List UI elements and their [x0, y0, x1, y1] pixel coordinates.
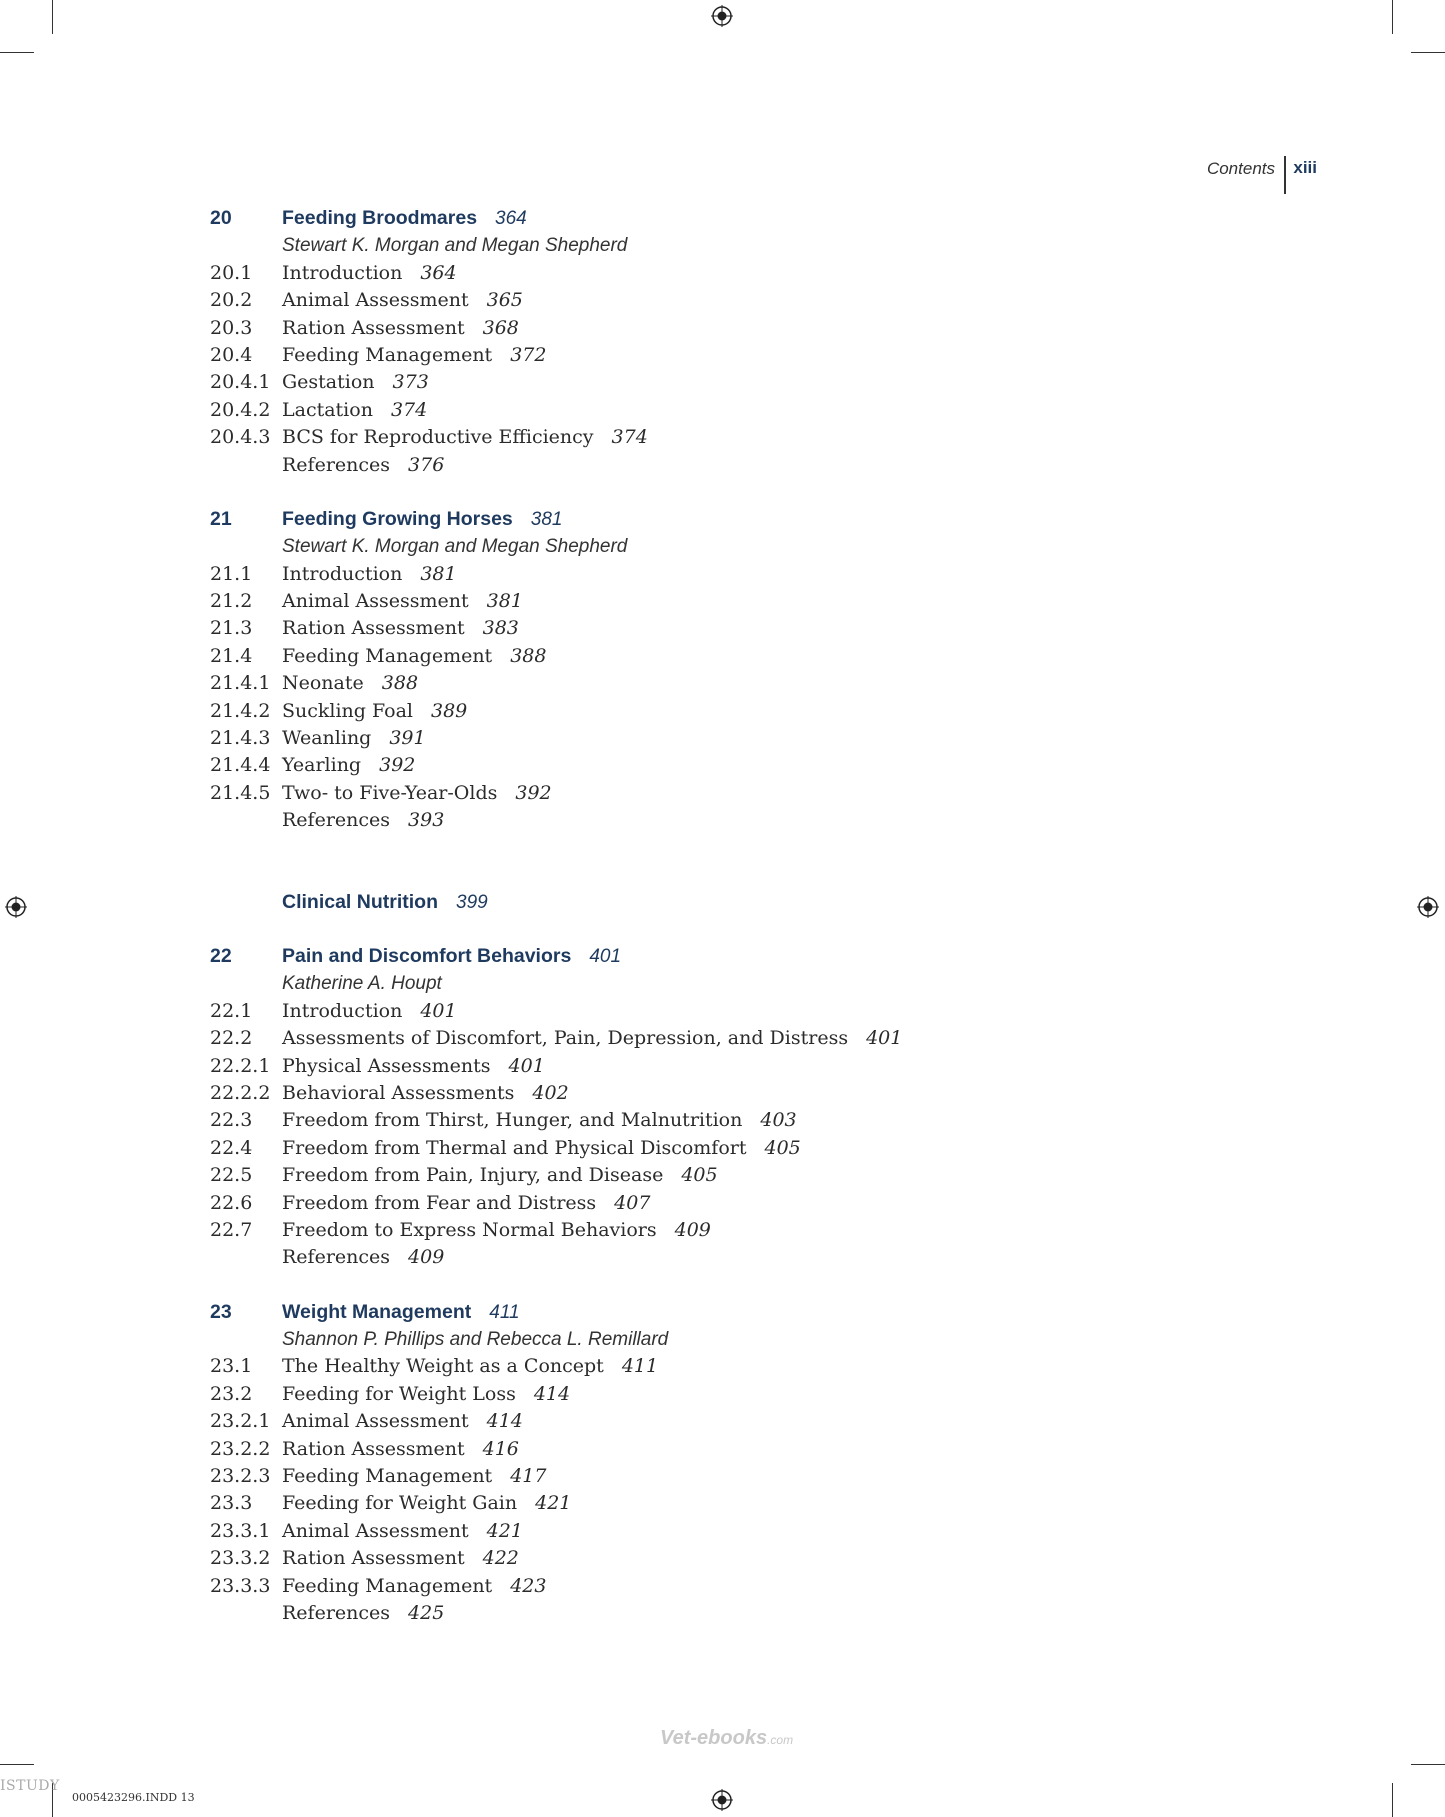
- section-number: 21.4.1: [210, 672, 271, 695]
- section-title: Introduction: [282, 261, 403, 284]
- section-title: Weanling: [282, 727, 372, 750]
- page-ref: 376: [408, 453, 445, 476]
- toc-chapter: [210, 205, 1170, 232]
- section-number: 20.4.1: [210, 371, 271, 394]
- section-number: 22.2: [210, 1027, 253, 1050]
- toc-chapter: [210, 1299, 1170, 1326]
- toc-spacer: [210, 479, 1170, 506]
- section-title: Lactation: [282, 398, 373, 421]
- crop-mark: [1392, 0, 1393, 34]
- section-title: Two- to Five-Year-Olds: [282, 781, 498, 804]
- page-ref: 393: [408, 809, 445, 832]
- page-ref: 422: [482, 1547, 519, 1570]
- section-title: Feeding Management: [282, 1465, 493, 1488]
- page-ref: 368: [482, 316, 519, 339]
- author-names: Shannon P. Phillips and Rebecca L. Remillard: [282, 1329, 669, 1351]
- page-ref: 372: [510, 343, 547, 366]
- section-title: Freedom from Thirst, Hunger, and Malnutrition: [282, 1109, 743, 1132]
- section-number: 21.1: [210, 562, 253, 585]
- author-names: Katherine A. Houpt: [282, 973, 442, 995]
- toc-entry: [210, 287, 1170, 314]
- toc-entry: [210, 260, 1170, 287]
- section-title: Animal Assessment: [282, 1410, 469, 1433]
- section-number: 23.3.3: [210, 1574, 271, 1597]
- toc-entry: [210, 807, 1170, 834]
- page-ref: 425: [408, 1601, 445, 1624]
- page-ref: 374: [390, 398, 428, 421]
- section-title: Feeding Management: [282, 1574, 493, 1597]
- toc-entry: [210, 615, 1170, 642]
- section-title: Animal Assessment: [282, 590, 469, 613]
- toc-entry: [210, 315, 1170, 342]
- section-number: 20.4: [210, 343, 253, 366]
- section-number: 23.3.2: [210, 1547, 271, 1570]
- section-number: 20.4.3: [210, 426, 271, 449]
- header-page-number: xiii: [1293, 158, 1317, 177]
- toc-entry: [210, 1463, 1170, 1490]
- section-number: 21: [210, 507, 232, 530]
- section-title: Ration Assessment: [282, 1547, 465, 1570]
- section-title: Feeding Growing Horses: [282, 507, 513, 530]
- section-title: Gestation: [282, 371, 375, 394]
- side-mark: ISTUDY: [0, 1778, 60, 1794]
- running-header: [1150, 156, 1320, 196]
- page-ref: 364: [420, 261, 457, 284]
- toc-spacer: [210, 916, 1170, 943]
- section-title: References: [282, 1246, 391, 1269]
- section-title: Physical Assessments: [282, 1054, 491, 1077]
- page-ref: 421: [535, 1492, 572, 1515]
- page-ref: 399: [456, 891, 488, 913]
- toc-entry: [210, 643, 1170, 670]
- toc-entry: [210, 998, 1170, 1025]
- section-number: 20: [210, 207, 232, 229]
- section-number: 22.4: [210, 1136, 253, 1159]
- section-number: 23.2.2: [210, 1437, 271, 1460]
- section-title: Yearling: [282, 754, 362, 777]
- crop-mark: [52, 0, 53, 34]
- section-title: Feeding Management: [282, 644, 493, 667]
- crop-mark: [0, 52, 34, 53]
- toc-author: [210, 1326, 1170, 1353]
- section-title: Feeding Management: [282, 343, 493, 366]
- toc-entry: [210, 725, 1170, 752]
- toc-entry: [210, 369, 1170, 396]
- toc-entry: [210, 1573, 1170, 1600]
- section-number: 23.3: [210, 1492, 253, 1515]
- page-ref: 405: [681, 1164, 718, 1187]
- section-title: Assessments of Discomfort, Pain, Depression, and Distress: [282, 1027, 849, 1050]
- page-ref: 392: [515, 781, 552, 804]
- page-ref: 403: [760, 1109, 797, 1132]
- toc-chapter: [210, 943, 1170, 970]
- page-ref: 388: [510, 644, 547, 667]
- registration-mark-icon: [711, 5, 733, 27]
- toc-entry: [210, 1107, 1170, 1134]
- toc-entry: [210, 1381, 1170, 1408]
- section-title: Freedom from Thermal and Physical Discomfort: [282, 1136, 747, 1159]
- toc-entry: [210, 452, 1170, 479]
- page-ref: 388: [381, 672, 419, 695]
- crop-mark: [1411, 52, 1445, 53]
- section-title: Freedom from Pain, Injury, and Disease: [282, 1164, 664, 1187]
- author-names: Stewart K. Morgan and Megan Shepherd: [282, 536, 628, 558]
- toc-author: [210, 533, 1170, 560]
- section-number: 23.2.1: [210, 1410, 271, 1433]
- section-number: 23.2: [210, 1382, 253, 1405]
- toc-entry: [210, 1600, 1170, 1627]
- section-title: Suckling Foal: [282, 699, 413, 722]
- section-title: References: [282, 453, 391, 476]
- section-title: References: [282, 1601, 391, 1624]
- section-title: Feeding Broodmares: [282, 207, 478, 229]
- crop-mark: [0, 1764, 34, 1765]
- section-title: Introduction: [282, 562, 403, 585]
- page-ref: 364: [495, 208, 527, 229]
- toc-entry: [210, 588, 1170, 615]
- page-ref: 392: [379, 754, 416, 777]
- page-ref: 381: [420, 562, 457, 585]
- page-ref: 409: [674, 1218, 711, 1241]
- section-number: 21.4.3: [210, 727, 271, 750]
- header-section-label: Contents: [1206, 159, 1275, 178]
- page-ref: 381: [486, 590, 523, 613]
- page-ref: 383: [482, 617, 519, 640]
- section-number: 23.3.1: [210, 1519, 271, 1542]
- toc-author: [210, 970, 1170, 997]
- toc-spacer: [210, 835, 1170, 889]
- toc-entry: [210, 1135, 1170, 1162]
- section-title: The Healthy Weight as a Concept: [282, 1355, 604, 1378]
- section-number: 21.3: [210, 617, 253, 640]
- page-ref: 391: [389, 727, 426, 750]
- section-number: 21.4.2: [210, 699, 271, 722]
- section-number: 22.2.2: [210, 1081, 271, 1104]
- section-title: Freedom to Express Normal Behaviors: [282, 1218, 657, 1241]
- section-number: 22.6: [210, 1191, 253, 1214]
- section-title: Animal Assessment: [282, 1519, 469, 1542]
- toc-entry: [210, 1244, 1170, 1271]
- registration-mark-icon: [711, 1789, 733, 1811]
- toc-entry: [210, 397, 1170, 424]
- section-title: Ration Assessment: [282, 1437, 465, 1460]
- page-ref: 365: [486, 289, 523, 312]
- page-ref: 416: [482, 1437, 519, 1460]
- watermark-suffix: .com: [767, 1733, 794, 1747]
- section-title: Feeding for Weight Gain: [282, 1492, 518, 1515]
- page-ref: 411: [489, 1301, 520, 1323]
- registration-mark-icon: [1417, 896, 1439, 918]
- crop-mark: [1411, 1764, 1445, 1765]
- section-number: 22.5: [210, 1164, 253, 1187]
- toc-entry: [210, 1025, 1170, 1052]
- toc-entry: [210, 1053, 1170, 1080]
- toc-entry: [210, 424, 1170, 451]
- section-title: Behavioral Assessments: [282, 1081, 515, 1104]
- page-ref: 423: [510, 1574, 547, 1597]
- toc-entry: [210, 780, 1170, 807]
- toc-entry: [210, 752, 1170, 779]
- page-ref: 389: [431, 699, 468, 722]
- section-number: 20.4.2: [210, 398, 271, 421]
- page-ref: 421: [486, 1519, 523, 1542]
- toc-entry: [210, 1408, 1170, 1435]
- section-number: 21.4.4: [210, 754, 271, 777]
- toc-entry: [210, 1353, 1170, 1380]
- section-title: Weight Management: [282, 1300, 472, 1323]
- section-title: Ration Assessment: [282, 316, 465, 339]
- watermark-text: Vet-ebooks: [660, 1727, 768, 1749]
- section-title: Introduction: [282, 999, 403, 1022]
- author-names: Stewart K. Morgan and Megan Shepherd: [282, 235, 628, 257]
- page-ref: 409: [408, 1246, 445, 1269]
- page-ref: 414: [486, 1410, 523, 1433]
- page-ref: 401: [866, 1027, 903, 1050]
- toc-entry: [210, 561, 1170, 588]
- crop-mark: [1392, 1783, 1393, 1817]
- section-number: 22.2.1: [210, 1054, 271, 1077]
- page-ref: 411: [621, 1355, 659, 1378]
- file-code: 0005423296.INDD 13: [72, 1791, 195, 1804]
- section-number: 22.3: [210, 1109, 253, 1132]
- toc-chapter: [210, 889, 1170, 916]
- section-number: 20.1: [210, 261, 253, 284]
- section-title: Pain and Discomfort Behaviors: [282, 944, 572, 967]
- page-ref: 401: [589, 945, 622, 967]
- section-title: Feeding for Weight Loss: [282, 1382, 516, 1405]
- page-ref: 402: [532, 1081, 569, 1104]
- toc-entry: [210, 1545, 1170, 1572]
- toc-entry: [210, 698, 1170, 725]
- header-divider: [1284, 156, 1286, 194]
- section-title: Neonate: [282, 672, 364, 695]
- registration-mark-icon: [5, 896, 27, 918]
- page-ref: 417: [510, 1465, 547, 1488]
- section-number: 22.1: [210, 999, 253, 1022]
- page-ref: 405: [764, 1136, 801, 1159]
- toc-entry: [210, 1217, 1170, 1244]
- section-number: 21.2: [210, 590, 253, 613]
- section-title: BCS for Reproductive Efficiency: [282, 426, 594, 449]
- page-ref: 381: [530, 508, 563, 530]
- toc-entry: [210, 1080, 1170, 1107]
- section-title: Ration Assessment: [282, 617, 465, 640]
- toc-entry: [210, 1490, 1170, 1517]
- toc-entry: [210, 1436, 1170, 1463]
- section-number: 20.3: [210, 316, 253, 339]
- toc-chapter: [210, 506, 1170, 533]
- section-number: 23.1: [210, 1355, 253, 1378]
- toc-author: [210, 232, 1170, 259]
- section-title: Animal Assessment: [282, 289, 469, 312]
- toc-entry: [210, 342, 1170, 369]
- watermark: [660, 1727, 793, 1750]
- section-number: 22: [210, 944, 232, 967]
- toc-entry: [210, 1518, 1170, 1545]
- page-ref: 401: [508, 1054, 545, 1077]
- page-ref: 414: [533, 1382, 571, 1405]
- section-number: 20.2: [210, 289, 253, 312]
- section-title: Freedom from Fear and Distress: [282, 1191, 597, 1214]
- toc-entry: [210, 1162, 1170, 1189]
- page-ref: 401: [420, 999, 457, 1022]
- toc-entry: [210, 670, 1170, 697]
- section-number: 22.7: [210, 1218, 253, 1241]
- section-number: 23: [210, 1300, 232, 1323]
- section-number: 21.4.5: [210, 781, 271, 804]
- page-ref: 374: [611, 426, 648, 449]
- section-title: Clinical Nutrition: [282, 890, 438, 913]
- page-ref: 407: [614, 1191, 651, 1214]
- toc-entry: [210, 1190, 1170, 1217]
- section-title: References: [282, 809, 391, 832]
- table-of-contents: [210, 205, 1170, 1627]
- toc-spacer: [210, 1272, 1170, 1299]
- section-number: 23.2.3: [210, 1465, 271, 1488]
- page-ref: 373: [392, 371, 429, 394]
- section-number: 21.4: [210, 644, 253, 667]
